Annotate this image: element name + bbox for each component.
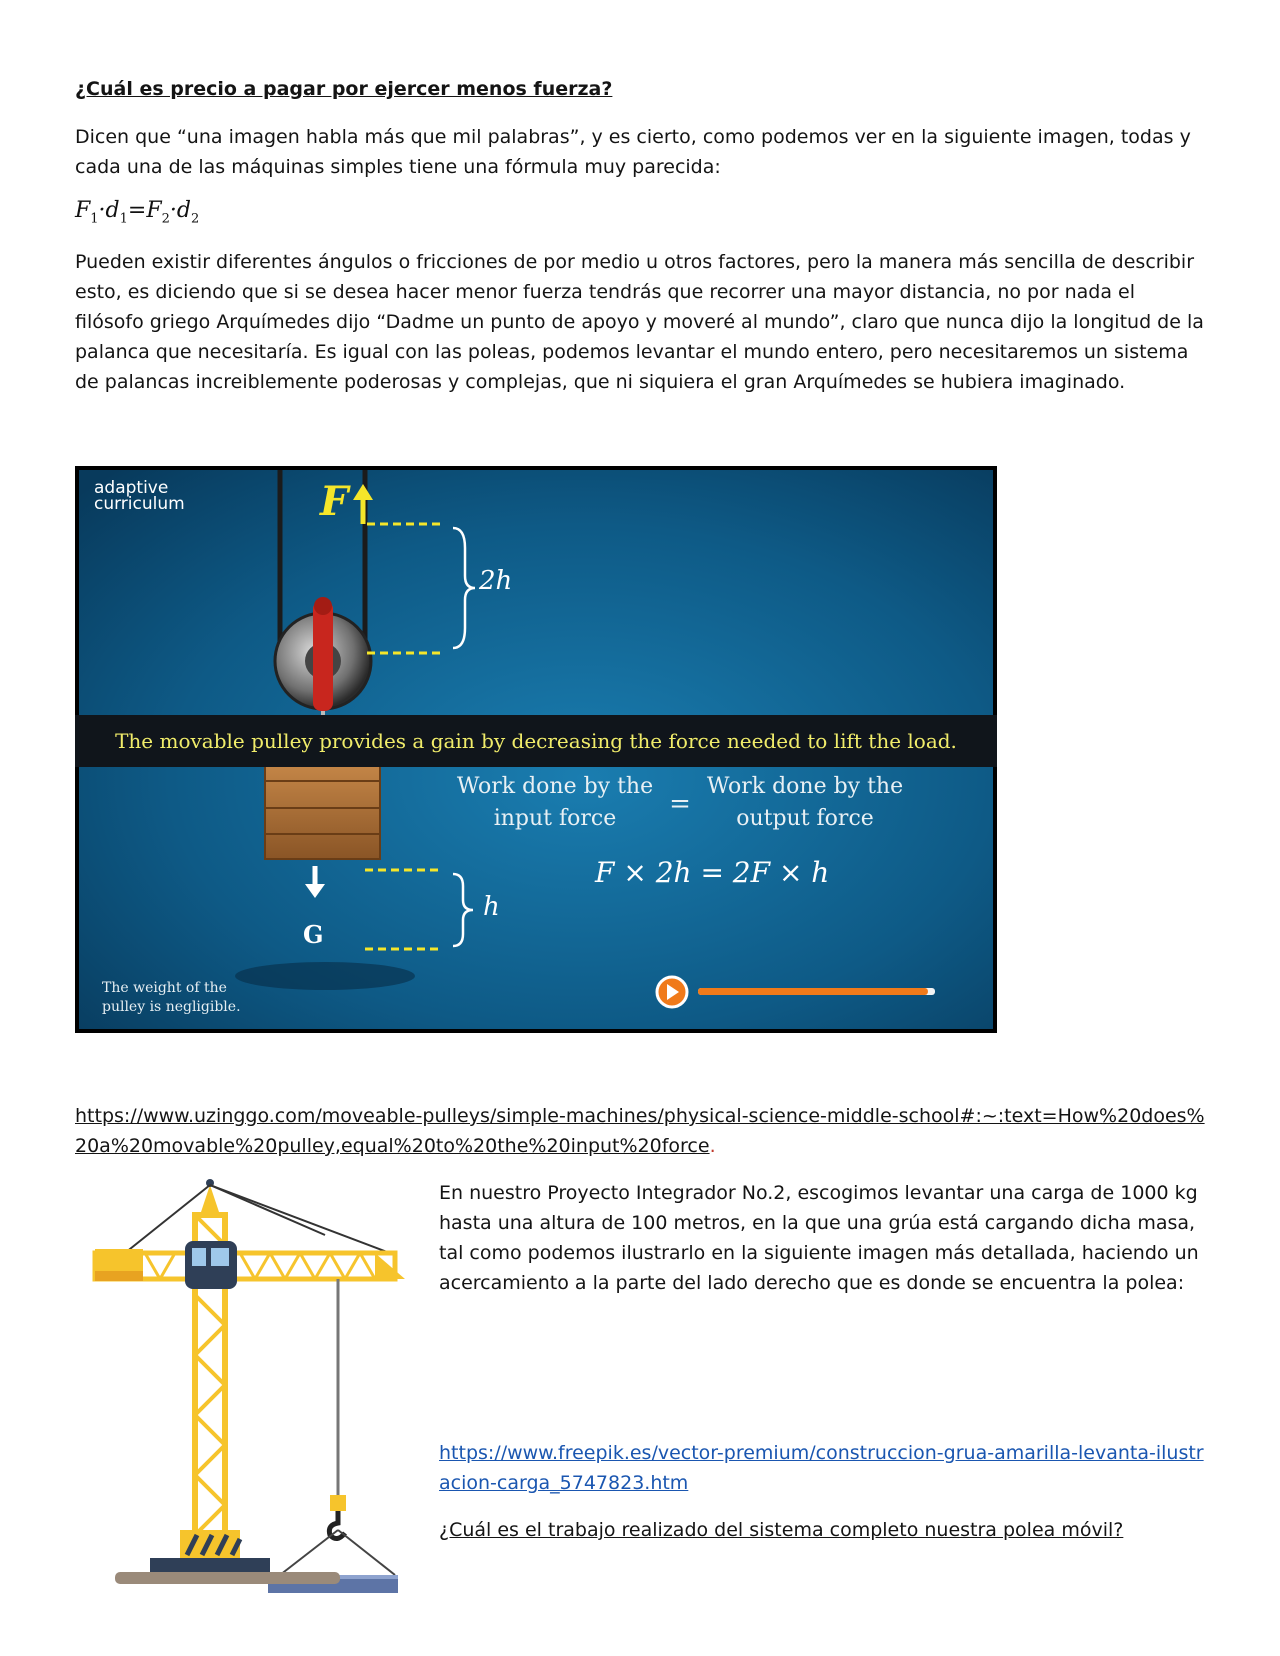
- uzinggo-link-text[interactable]: https://www.uzinggo.com/moveable-pulleys/simple-machines/physical-science-middle-school#:~:text=How%20does%20a%20movable%20pulley,equal%20to%20the%20input%20force: [75, 1105, 1205, 1157]
- formula-dot1: ·: [98, 198, 106, 223]
- formula-f1: F: [75, 198, 91, 223]
- freepik-link[interactable]: https://www.freepik.es/vector-premium/construccion-grua-amarilla-levanta-ilustracion-carga_5747823.htm: [439, 1442, 1204, 1494]
- height-h-label: h: [483, 892, 500, 922]
- formula-sub2: 1: [119, 211, 128, 227]
- intro-paragraph: Dicen que “una imagen habla más que mil palabras”, y es cierto, como podemos ver en la siguiente imagen, todas y cada una de las máquinas simples tiene una fórmula muy parecida:: [75, 126, 1191, 178]
- equation-equals: =: [669, 789, 691, 819]
- note-line1: The weight of the: [102, 980, 227, 996]
- equation-left-line2: input force: [493, 806, 617, 831]
- formula-sub4: 2: [191, 211, 200, 227]
- uzinggo-link[interactable]: [75, 1101, 1215, 1161]
- formula-sub3: 2: [161, 211, 170, 227]
- work-formula: [75, 198, 199, 226]
- logo-line1: adaptive: [94, 478, 169, 498]
- note-line2: pulley is negligible.: [102, 999, 241, 1015]
- work-question: ¿Cuál es el trabajo realizado del sistema completo nuestra polea móvil?: [439, 1519, 1124, 1541]
- equation-math: F × 2h = 2F × h: [595, 856, 830, 889]
- link-period: .: [709, 1135, 716, 1157]
- formula-d2: d: [176, 198, 191, 223]
- height-2h-label: 2h: [479, 566, 513, 596]
- formula-dot2: ·: [169, 198, 177, 223]
- formula-equals: =: [127, 198, 147, 223]
- video-note: [102, 979, 241, 1017]
- equation-left: [450, 771, 660, 835]
- equation-right-line2: output force: [736, 806, 874, 831]
- video-progress-fill: [698, 988, 928, 995]
- formula-d1: d: [105, 198, 120, 223]
- section-heading: ¿Cuál es precio a pagar por ejercer menos fuerza?: [75, 78, 613, 100]
- pulley-video-frame[interactable]: [75, 466, 997, 1033]
- crane-illustration: [75, 1175, 420, 1600]
- play-button[interactable]: [656, 976, 688, 1008]
- equation-left-line1: Work done by the: [456, 774, 654, 799]
- adaptive-curriculum-logo: [94, 480, 185, 512]
- project-paragraph: En nuestro Proyecto Integrador No.2, escogimos levantar una carga de 1000 kg hasta una altura de 100 metros, en la que una grúa está cargando dicha masa, tal como podemos ilustrarlo en la siguiente imagen más detallada, haciendo un acercamiento a la parte del lado derecho que es donde se encuentra la polea:: [439, 1182, 1199, 1294]
- video-caption: The movable pulley provides a gain by decreasing the force needed to lift the load.: [75, 715, 997, 767]
- formula-f2: F: [146, 198, 162, 223]
- formula-sub1: 1: [90, 211, 99, 227]
- force-label: F: [320, 478, 349, 525]
- archimedes-paragraph: Pueden existir diferentes ángulos o fricciones de por medio u otros factores, pero la manera más sencilla de describir esto, es diciendo que si se desea hacer menor fuerza tendrás que recorrer una mayor distancia, no por nada el filósofo griego Arquímedes dijo “Dadme un punto de apoyo y moveré al mundo”, claro que nunca dijo la longitud de la palanca que necesitaría. Es igual con las poleas, podemos levantar el mundo entero, pero necesitaremos un sistema de palancas increiblemente poderosas y complejas, que ni siquiera el gran Arquímedes se hubiera imaginado.: [75, 251, 1204, 393]
- logo-line2: curriculum: [94, 494, 185, 514]
- equation-right-line1: Work done by the: [706, 774, 904, 799]
- equation-right: [700, 771, 910, 835]
- weight-label: G: [303, 920, 324, 949]
